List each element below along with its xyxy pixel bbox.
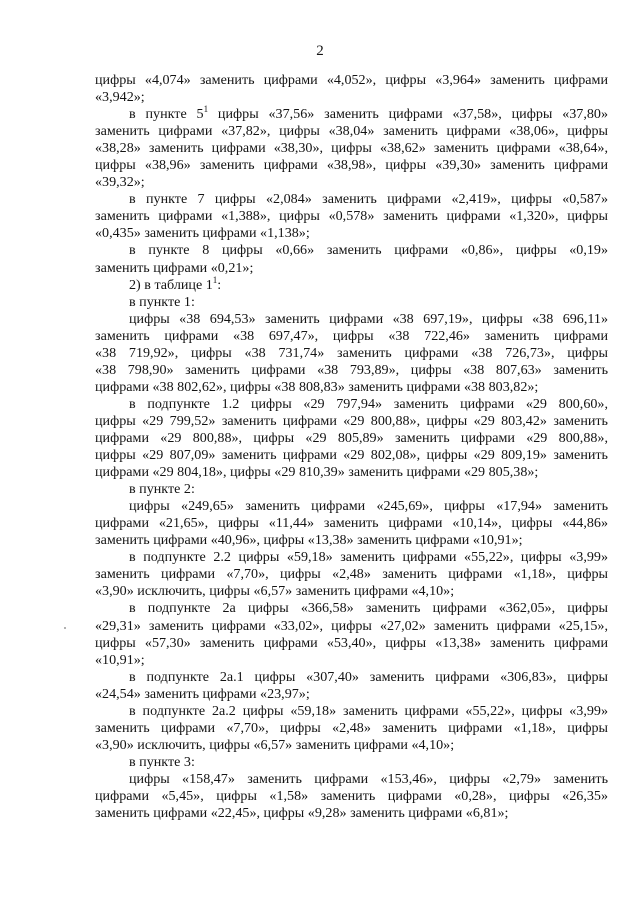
text-line-content: «39,32»; (95, 174, 145, 191)
text-line-content: «3,90» исключить, цифры «6,57» заменить цифрами «4,10»; (95, 583, 455, 600)
text-line-content: заменить цифрами «38 697,47», цифры «38 722,46» заменить цифрами (95, 327, 608, 344)
text-line-continuation: : (217, 276, 222, 293)
text-line (95, 669, 608, 686)
text-line (95, 123, 608, 140)
text-line (95, 396, 608, 413)
superscript: 1 (203, 104, 209, 115)
text-line-content: цифрами «5,45», цифры «1,58» заменить цифрами «0,28», цифры «26,35» (95, 787, 608, 804)
text-line-content: в подпункте 1.2 цифры «29 797,94» заменить цифрами «29 800,60», (129, 395, 608, 412)
text-line-content: цифры «249,65» заменить цифрами «245,69», цифры «17,94» заменить (129, 498, 608, 515)
text-line-content: в пункте 8 цифры «0,66» заменить цифрами «0,86», цифры «0,19» (129, 242, 608, 259)
text-line (95, 600, 608, 617)
text-line-content: цифры «38,96» заменить цифрами «38,98», цифры «39,30» заменить цифрами (95, 157, 608, 174)
text-line-content: заменить цифрами «7,70», цифры «2,48» заменить цифрами «1,18», цифры (95, 719, 608, 736)
text-line (95, 720, 608, 737)
text-line (95, 754, 608, 771)
text-line (95, 140, 608, 157)
text-line (95, 413, 608, 430)
text-line-content: цифры «29 799,52» заменить цифрами «29 800,88», цифры «29 803,42» заменить (95, 412, 608, 429)
text-line-content: цифры «158,47» заменить цифрами «153,46», цифры «2,79» заменить (129, 770, 608, 787)
text-line (95, 652, 608, 669)
text-line (95, 771, 608, 788)
text-line (95, 191, 608, 208)
text-line (95, 583, 608, 600)
text-line (95, 328, 608, 345)
text-line (95, 345, 608, 362)
text-line-content: заменить цифрами «40,96», цифры «13,38» заменить цифрами «10,91»; (95, 532, 523, 549)
text-line-content: заменить цифрами «7,70», цифры «2,48» заменить цифрами «1,18», цифры (95, 566, 608, 583)
text-line-content: «38,28» заменить цифрами «38,30», цифры «38,62» заменить цифрами «38,64», (95, 140, 608, 157)
text-line-content: в пункте 5 (129, 106, 204, 123)
text-line (95, 106, 608, 123)
text-line (95, 686, 608, 703)
text-line (95, 464, 608, 481)
page-number: 2 (316, 43, 324, 59)
text-line-content: в пункте 7 цифры «2,084» заменить цифрами «2,419», цифры «0,587» (129, 191, 608, 208)
text-line (95, 225, 608, 242)
text-line-content: «38 719,92», цифры «38 731,74» заменить цифрами «38 726,73», цифры (95, 344, 608, 361)
text-line-content: в подпункте 2а цифры «366,58» заменить цифрами «362,05», цифры (129, 600, 608, 617)
text-line (95, 208, 608, 225)
text-line (95, 447, 608, 464)
text-line-content: заменить цифрами «1,388», цифры «0,578» заменить цифрами «1,320», цифры (95, 208, 608, 225)
text-line-content: в пункте 1: (129, 293, 195, 310)
text-line-content: цифры «4,074» заменить цифрами «4,052», цифры «3,964» заменить цифрами (95, 72, 608, 88)
text-line (95, 260, 608, 277)
scan-speck (64, 627, 66, 629)
text-line (95, 703, 608, 720)
text-line (95, 805, 608, 822)
text-line-content: в пункте 2: (129, 481, 195, 498)
text-line-content: в пункте 3: (129, 753, 195, 770)
text-line-content: 2) в таблице 1 (129, 276, 213, 293)
text-line (95, 532, 608, 549)
text-line-content: «29,31» заменить цифрами «33,02», цифры «27,02» заменить цифрами «25,15», (95, 617, 608, 634)
text-line-content: «3,942»; (95, 89, 145, 106)
text-line (95, 498, 608, 515)
text-line-content: цифрами «29 804,18», цифры «29 810,39» заменить цифрами «29 805,38»; (95, 464, 539, 481)
text-line-content: «38 798,90» заменить цифрами «38 793,89», цифры «38 807,63» заменить (95, 361, 608, 378)
text-line-content: цифрами «29 800,88», цифры «29 805,89» заменить цифрами «29 800,88», (95, 429, 608, 446)
text-line (95, 549, 608, 566)
text-line-content: цифры «38 694,53» заменить цифрами «38 697,19», цифры «38 696,11» (129, 310, 608, 327)
text-line (95, 618, 608, 635)
text-line-content: в подпункте 2.2 цифры «59,18» заменить цифрами «55,22», цифры «3,99» (129, 549, 608, 566)
text-line-content: «10,91»; (95, 651, 145, 668)
text-line (95, 311, 608, 328)
text-line-content: цифрами «38 802,62», цифры «38 808,83» заменить цифрами «38 803,82»; (95, 378, 539, 395)
text-line (95, 566, 608, 583)
text-line (95, 379, 608, 396)
text-line-content: в подпункте 2а.1 цифры «307,40» заменить цифрами «306,83», цифры (129, 668, 608, 685)
text-line (95, 737, 608, 754)
superscript: 1 (212, 274, 218, 285)
text-line-continuation: цифры «37,56» заменить цифрами «37,58», цифры «37,80» (208, 106, 608, 123)
text-line-content: заменить цифрами «22,45», цифры «9,28» заменить цифрами «6,81»; (95, 805, 509, 822)
text-line (95, 481, 608, 498)
text-line (95, 157, 608, 174)
text-line (95, 274, 608, 294)
text-line-content: «0,435» заменить цифрами «1,138»; (95, 225, 310, 242)
text-line-content: заменить цифрами «0,21»; (95, 259, 254, 276)
text-line (95, 515, 608, 532)
text-line-content: в подпункте 2а.2 цифры «59,18» заменить цифрами «55,22», цифры «3,99» (129, 702, 608, 719)
text-line-content: цифры «29 807,09» заменить цифрами «29 802,08», цифры «29 809,19» заменить (95, 447, 608, 464)
text-line (95, 430, 608, 447)
text-line-content: заменить цифрами «37,82», цифры «38,04» заменить цифрами «38,06», цифры (95, 123, 608, 140)
text-line (95, 294, 608, 311)
text-line-content: цифры «57,30» заменить цифрами «53,40», цифры «13,38» заменить цифрами (95, 634, 608, 651)
text-line (95, 89, 608, 106)
text-line (95, 362, 608, 379)
text-line (95, 635, 608, 652)
text-line (95, 242, 608, 259)
text-line-content: цифрами «21,65», цифры «11,44» заменить цифрами «10,14», цифры «44,86» (95, 515, 608, 532)
text-line-content: «3,90» исключить, цифры «6,57» заменить цифрами «4,10»; (95, 736, 455, 753)
text-line (95, 72, 608, 89)
text-line (95, 174, 608, 191)
text-line (95, 788, 608, 805)
text-line-content: «24,54» заменить цифрами «23,97»; (95, 685, 310, 702)
document-body (95, 72, 608, 822)
